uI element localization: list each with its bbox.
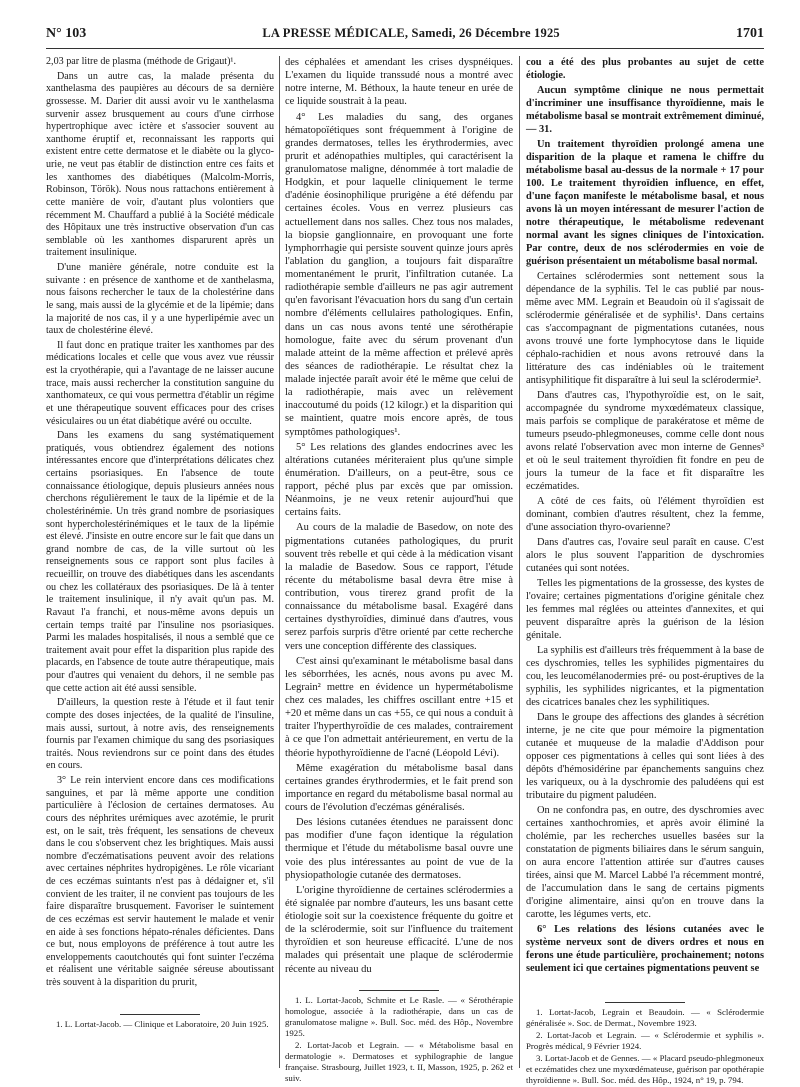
paragraph: La syphilis est d'ailleurs très fréquemment à la base de ces dyschromies, telles les syphilides pigmentaires du cou, les leucomélanodermies pré- ou post-éruptives de la syphilis, les syphilides nigricantes, et la pigmentation des cicatrices banales chez les syphilitiques. [526, 645, 764, 708]
footnote: 1. Lortat-Jacob, Legrain et Beaudoin. — « Sclérodermie généralisée ». Soc. de Dermat., Novembre 1923. [526, 1007, 764, 1028]
paragraph: 2,03 par litre de plasma (méthode de Grigaut)¹. [46, 56, 236, 67]
paragraph: des céphalées et amendant les crises dyspnéiques. L'examen du liquide transsudé nous a montré avec notre interne, M. Béthoux, la haute teneur en urée de ce liquide soustrait à la peau. [285, 57, 513, 108]
paragraph: Dans d'autres cas, l'ovaire seul paraît en cause. C'est alors le plus souvent l'apparition de dyschromies cutanées qui sont notées. [526, 537, 764, 574]
paragraph: Des lésions cutanées étendues ne paraissent donc pas modifier d'une façon identique la régulation thermique et l'étude du métabolisme basal ouvre une voie des plus intéressantes au point de vue de la physiopathologie cutanée des dermatoses. [285, 817, 513, 881]
header-rule [46, 48, 764, 49]
paragraph: Dans un autre cas, la malade présenta du xanthelasma des paupières au décours de sa dernière grossesse. M. Darier dit aussi avoir vu le xanthelasma survenir assez brusquement au cours d'une cirrhose hypertrophique avec ictère et s'associer souvent au xanthome éruptif et, reconnaissant les rapports qui existent entre cette dermatose et le diabète ou la glyco-urie, ne veut pas établir de distinction entre ces faits et les xanthomes des diabétiques (Malcolm-Morris, Robinson, Török). Nous nous rattachons entièrement à cette manière de voir, d'autant plus volontiers que récemment M. Chauffard a publié à la Société médicale des Hôpitaux une très instructive observation d'un cas semblable où les xanthomes disparurent après un traitement insulinique. [46, 70, 274, 259]
footnotes-right [526, 1002, 764, 1087]
paragraph: C'est ainsi qu'examinant le métabolisme basal dans les séborrhées, les acnés, nous avons pu avec M. Legrain² mettre en évidence un hypermétabolisme chez ces malades, les chiffres oscillant entre +15 et +20 et même dans un cas +55, ce qui nous a conduit à traiter l'hyperthyroïdie de ces malades, contrairement à ce que l'on admettait antérieurement, en vertu de la théorie hypothyroïdienne de l'acné (Léopold Lévi). [285, 655, 513, 759]
paragraph: Au cours de la maladie de Basedow, on note des pigmentations cutanées pathologiques, du prurit souvent très rebelle et qui cède à la médication visant la maladie de Basedow. Sous ce rapport, l'étude récente du métabolisme basal devra être mise à contribution, vous tirerez grand profit de la connaissance du métabolisme basal. Exagéré dans certaines dysthyroïdies, diminué dans d'autres, vous serez parfois surpris d'être orienté par cette recherche vers une conception différente des classiques. [285, 522, 513, 652]
footnote: 2. Lortat-Jacob et Legrain. — « Métabolisme basal en dermatologie ». Dermatoses et syphilographie de langue française. Strasbourg, Juillet 1923, t. II, Masson, 1925, p. 262 et suiv. [285, 1040, 513, 1083]
footnotes-left [46, 1014, 274, 1031]
paragraph: Dans d'autres cas, l'hypothyroïdie est, on le sait, accompagnée du syndrome myxœdémateux classique, mais parfois se complique de parakératose et même de tumeurs pseudo-phlegmoneuses, comme celle dont nous avons relaté l'observation avec mon interne de Gennes³ et où le seul traitement thyroïdien fit fondre en peu de jours la tumeur de la face et fit disparaître les eczématides. [526, 390, 764, 492]
paragraph: Il faut donc en pratique traiter les xanthomes par des médications locales et celle que vous avez vue réussir est la cryothérapie, qui a l'avantage de ne laisser aucune trace, mais aussi rechercher la constitution sanguine du xanthomateux, ce qui vous permettra d'établir un régime et une thérapeutique souvent efficaces pour des crises vésiculaires ou un état diabétique avéré ou occulte. [46, 339, 274, 427]
column-divider [279, 56, 280, 1068]
paragraph: Un traitement thyroïdien prolongé amena une disparition de la plaque et ramena le chiffre du métabolisme basal au-dessus de la normale + 17 pour 100. Le traitement thyroïdien influence, en effet, d'une façon manifeste le métabolisme basal, et nous avons là un moyen intéressant de mesurer l'action de notre thérapeutique, le métabolisme redevenant normal avant les signes cliniques de l'intoxication. Par contre, deux de nos sclérodermies en voie de guérison présentaient un métabolisme basal normal. [526, 139, 764, 267]
text-column-middle [285, 56, 513, 978]
footnote: 3. Lortat-Jacob et de Gennes. — « Placard pseudo-phlegmoneux et eczématides chez une myxœdémateuse, guérison par opothérapie thyroïdienne ». Bull. Soc. méd. des Hôp., 1924, n° 19, p. 794. [526, 1053, 764, 1085]
paragraph: 3° Le rein intervient encore dans ces modifications sanguines, et par là même apporte une condition particulière à l'éclosion de certaines dermatoses. Au cours des néphrites urémiques avec azotémie, le prurit est, on le sait, très fréquent, les sensations de cheveux dans le cou s'observent chez les brightiques. Mais aussi nombre d'eczématisations peuvent avoir des relations avec certaines néphrites hydropigènes. Le rôle vicariant de ces eczémas suintants n'est pas à dédaigner et, s'il convient de les traiter, il ne convient pas toujours de les faire disparaître brusquement. Favoriser le suintement de ces eczémas est servir hautement le malade et venir en aide à ses fonctions hépato-rénales déficientes. Dans ce but, nous employons de préférence à tout autre les enveloppements caoutchoutés qui font suinter l'eczéma et réalisent une véritable saignée séreuse aboutissant très souvent à la disparition du prurit, [46, 775, 274, 988]
journal-title: LA PRESSE MÉDICALE, Samedi, 26 Décembre 1925 [262, 26, 560, 40]
paragraph: Dans le groupe des affections des glandes à sécrétion interne, je ne cite que pour mémoire la pigmentation cutanée et muqueuse de la maladie d'Addison pour opposer ces pigmentations à celles qui sont liées à des dépôts d'hémosidérine par épanchements sanguins chez les variqueux, ou à la dyschromie des paludéens qui est tributaire du pigment paludéen. [526, 712, 764, 801]
paragraph: 4° Les maladies du sang, des organes hématopoïétiques sont fréquemment à l'origine de grandes dermatoses, telles les érythrodermies, avec prurit et adénopathies multiples, qui caractérisent la granulomatose maligne, dénommée à tort maladie de Hodgkin, et pour laquelle cliniquement le terme d'adénie éosinophilique prurigène a été défendu par certaines écoles. Vous en verrez plusieurs cas actuellement dans nos salles. Chez tous nos malades, la biopsie ganglionnaire, en provoquant une forte lymphorrhagie qui persiste souvent quinze jours après l'ablation du ganglion, a toujours fait disparaître momentanément le prurit, l'infiltration cutanée. La radiothérapie semble d'ailleurs ne pas agir autrement qu'en favorisant l'évacuation hors du sang d'un certain nombre d'éléments cellulaires pathologiques. Enfin, dans un cas nous avons tenté une sérothérapie homologue, faite avec du sérum provenant d'un malade atteint de la même affection et prélevé après des séances de radiothérapie. Le résultat chez la malade injectée paraît avoir été le même que celui de la radiothérapie, mais avec un relèvement inaccoutumé du poids (12 kilogr.) et la disparition qui se maintient, quatre mois encore après, de tous symptômes pathologiques¹. [285, 111, 513, 438]
paragraph: A côté de ces faits, où l'élément thyroïdien est dominant, combien d'autres résultent, chez la femme, d'une association thyro-ovarienne? [526, 496, 764, 533]
footnote: 1. L. Lortat-Jacob, Schmite et Le Rasle. — « Sérothérapie homologue, associée à la radiothérapie, dans un cas de granulomatose maligne ». Bull. Soc. méd. des Hôp., Novembre 1925. [285, 995, 513, 1038]
paragraph: L'origine thyroïdienne de certaines sclérodermies a été signalée par nombre d'auteurs, les uns basant cette étiologie soit sur la coexistence fréquente du goitre et de la sclérodermie, soit sur l'influence du traitement thyroïdien et son heureuse efficacité. L'une de nos malades qui présentait une plaque de sclérodermie récente au niveau du [285, 884, 513, 975]
text-column-left [46, 56, 274, 992]
paragraph: On ne confondra pas, en outre, des dyschromies avec certaines xanthochromies, et après avoir éliminé la cholémie, par les recherches usuelles basées sur la constatation de pigments biliaires dans le sérum sanguin, on aura encore l'attention attirée sur d'autres causes tirées, ainsi que M. Marcel Labbé l'a récemment montré, de l'accumulation dans le sang de certains pigments d'origine alimentaire, ainsi qu'on en trouve dans la carotte, les légumes verts, etc. [526, 805, 764, 920]
paragraph: cou a été des plus probantes au sujet de cette étiologie. [526, 57, 764, 81]
footnote-rule [359, 990, 439, 991]
paragraph: D'une manière générale, notre conduite est la suivante : en présence de xanthome et de xanthelasma, nous faisons rechercher le taux de la cholestérine dans le sang, mais aussi de la glycémie et de la lipémie; dans la majorité de nos cas, il y a une hyperlipémie avec un taux de cholestérine élevé. [46, 262, 274, 337]
paragraph: 6° Les relations des lésions cutanées avec le système nerveux sont de divers ordres et nous en ferons une étude particulière, prochainement; notons seulement ici que certaines pigmentations peuvent se [526, 924, 764, 974]
paragraph: Dans les examens du sang systématiquement pratiqués, vous obtiendrez également des notions intéressantes encore que d'interprétations délicates chez certains psoriasiques. En l'absence de toute connaissance étiologique, depuis plusieurs années nous cherchons régulièrement le taux de la lipémie et de la cholestérinémie. Un très grand nombre de psoriasiques sont hypercholestérinémiques et le taux de la lipémie est élevé. J'insiste en outre encore sur le fait que dans un grand nombre de cas, de la ville surtout où les renseignements sous ce rapport sont plus faciles à recueillir, on trouve des diabétiques dans les ascendants ou chez les collatéraux des psoriasiques. De là à tenter le traitement insulinique, il n'y avait qu'un pas. M. Ravaut l'a franchi, et nous-même avons depuis un certain temps traité par l'insuline nos psoriasiques. Parmi les malades hospitalisés, il nous a semblé que ce traitement avait pour effet la disparition plus rapide des placards, en l'absence de toute autre thérapeutique, mais pour d'autres qui venaient du dehors, il ne semble pas que cette action ait été aussi sensible. [46, 430, 274, 694]
text-column-right [526, 56, 764, 977]
paragraph: Même exagération du métabolisme basal dans certaines grandes érythrodermies, et le fait prend son importance en regard du métabolisme basal normal au cours de l'évolution d'eczémas généralisés. [285, 762, 513, 813]
page-number: 1701 [736, 26, 764, 41]
footnote: 1. L. Lortat-Jacob. — Clinique et Laboratoire, 20 Juin 1925. [56, 1019, 269, 1029]
paragraph: Certaines sclérodermies sont nettement sous la dépendance de la syphilis. Tel le cas publié par nous-même avec MM. Legrain et Beaudoin où il s'agissait de sclérodermie généralisée et de syphilis¹. Dans certains cas s'accompagnant de pigmentations cutanées, nous avons trouvé une forte lymphocytose dans le liquide céphalo-rachidien et nous avons retrouvé dans la littérature des cas indéniables où le traitement antisyphilitique fit disparaître à lui seul la sclérodermie². [526, 271, 764, 386]
paragraph: 5° Les relations des glandes endocrines avec les altérations cutanées mériteraient plus qu'une simple énumération. D'ailleurs, on a peut-être, sous ce rapport, péché plus par excès que par omission. Néanmoins, je ne veux retenir aujourd'hui que certains faits. [285, 441, 513, 519]
footnote-rule [605, 1002, 685, 1003]
issue-number: N° 103 [46, 26, 87, 41]
paragraph: Telles les pigmentations de la grossesse, des kystes de l'ovaire; certaines pigmentations d'origine génitale chez les femmes mal réglées ou atteintes d'annexites, et qui peuvent disparaître après la guérison de la lésion génitale. [526, 578, 764, 641]
column-divider [519, 56, 520, 1068]
footnotes-middle [285, 990, 513, 1085]
footnote-rule [120, 1014, 200, 1015]
footnote: 2. Lortat-Jacob et Legrain. — « Sclérodermie et syphilis ». Progrès médical, 9 Février 1924. [526, 1030, 764, 1051]
paragraph: Aucun symptôme clinique ne nous permettait d'incriminer une insuffisance thyroïdienne, mais le métabolisme basal se montrait extrêmement diminué, — 31. [526, 85, 764, 135]
paragraph: D'ailleurs, la question reste à l'étude et il faut tenir compte des doses injectées, de la qualité de l'insuline, mais aussi, surtout, à notre avis, des renseignements fournis par l'examen chimique du sang des psoriasiques traités. Nous reviendrons sur ce point dans des études en cours. [46, 697, 274, 772]
page-header [46, 26, 764, 46]
